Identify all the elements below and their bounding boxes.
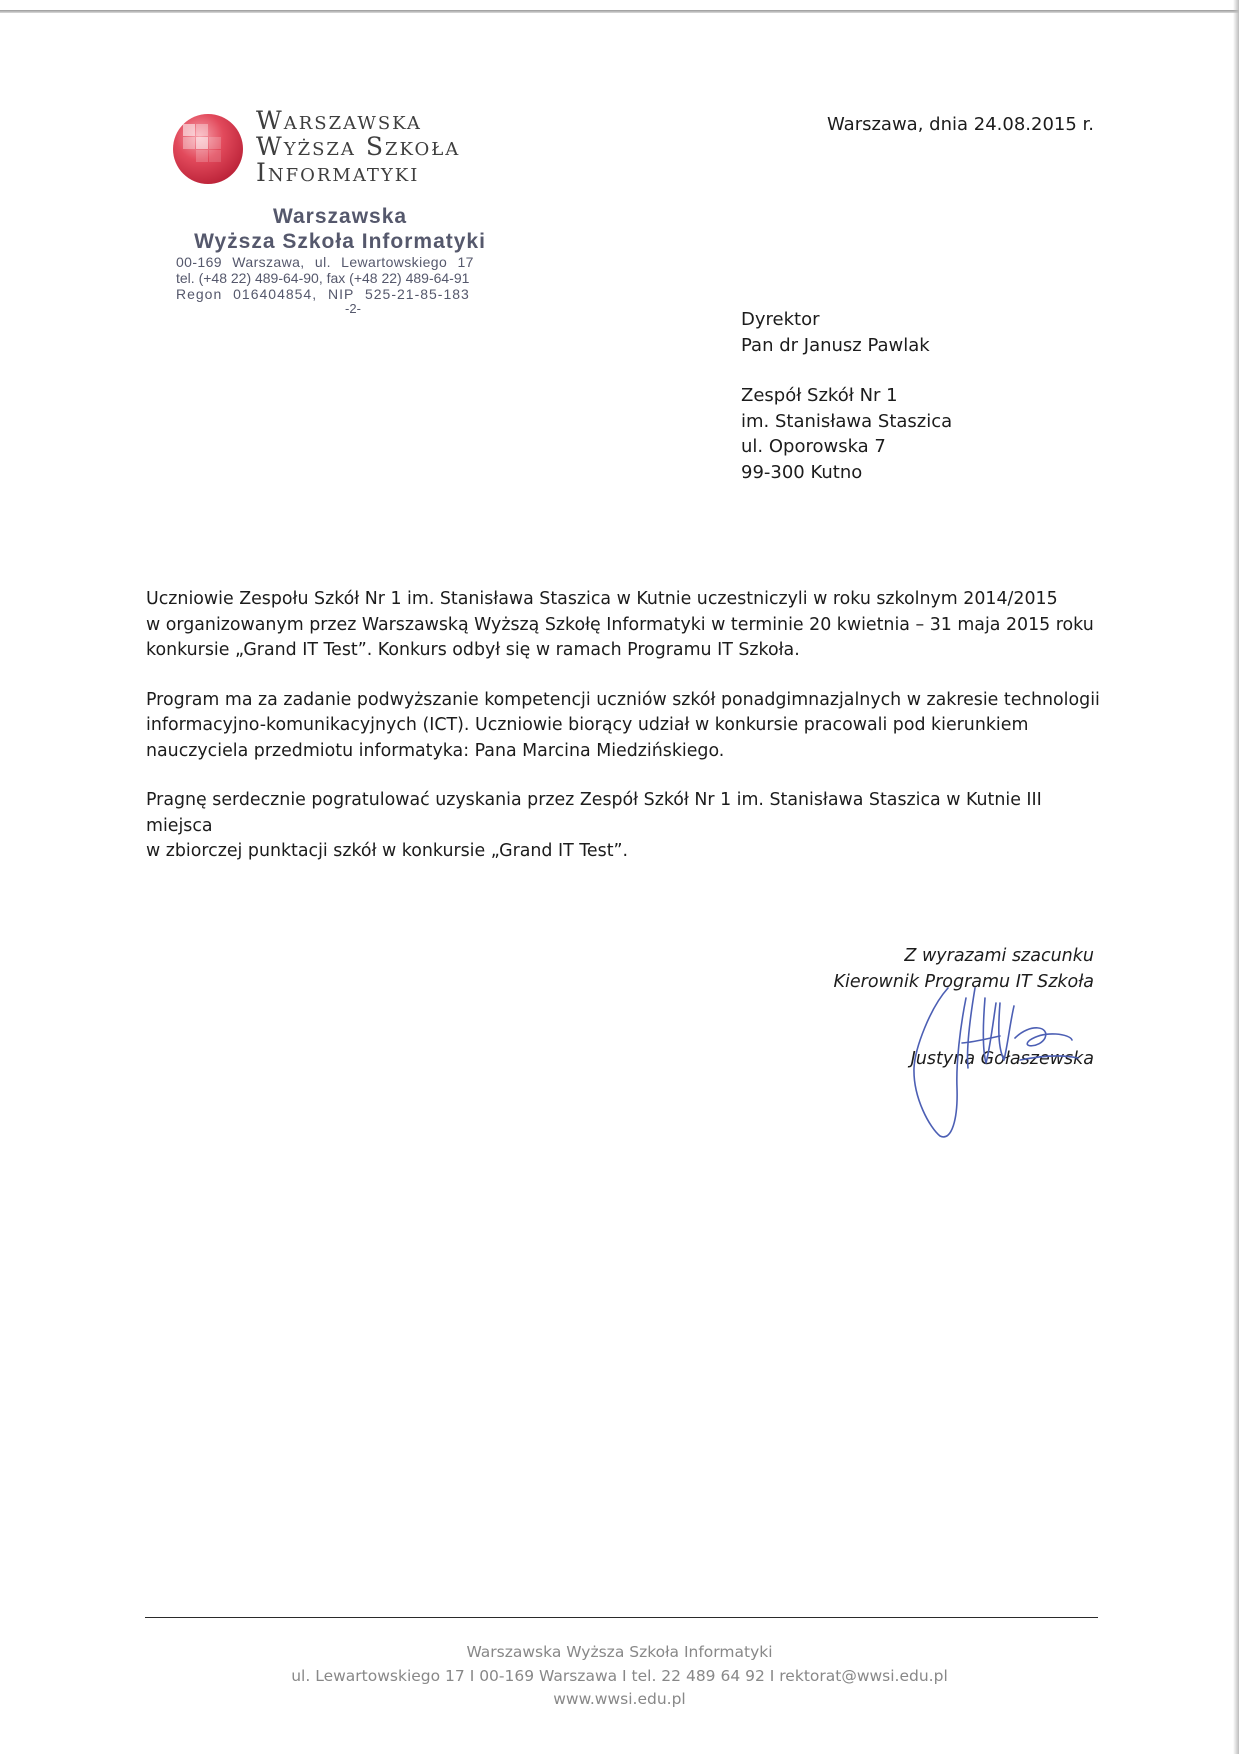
body-line: nauczyciela przedmiotu informatyka: Pana Marcina Miedzińskiego. [146, 740, 725, 761]
stamp-page-mark: -2- [345, 301, 361, 316]
footer-address: ul. Lewartowskiego 17 I 00-169 Warszawa I tel. 22 489 64 92 I rektorat@wwsi.edu.pl [291, 1666, 948, 1685]
body-paragraph-2 [146, 688, 1106, 765]
closing-regards: Z wyrazami szacunku [904, 946, 1094, 966]
scan-edge-right [1233, 0, 1239, 1754]
body-line: w organizowanym przez Warszawską Wyższą Szkołę Informatyki w terminie 20 kwietnia – 31 maja 2015 roku [146, 614, 1094, 635]
recipient-school: Zespół Szkół Nr 1 [741, 385, 898, 406]
letter-date: Warszawa, dnia 24.08.2015 r. [827, 114, 1094, 135]
recipient-street: ul. Oporowska 7 [741, 436, 886, 457]
stamp-line-2: Wyższa Szkoła Informatyki [194, 230, 486, 253]
institution-stamp [176, 204, 504, 315]
stamp-regon: Regon 016404854, NIP 525-21-85-183 [176, 286, 470, 302]
recipient-address [741, 307, 952, 485]
footer-org: Warszawska Wyższa Szkoła Informatyki [466, 1643, 773, 1661]
stamp-phone: tel. (+48 22) 489-64-90, fax (+48 22) 489-64-91 [176, 270, 470, 286]
body-line: Uczniowie Zespołu Szkół Nr 1 im. Stanisława Staszica w Kutnie uczestniczyli w roku szkolnym 2014/2015 [146, 589, 1058, 609]
logo-line-3: Informatyki [256, 158, 420, 187]
body-line: w zbiorczej punktacji szkół w konkursie „Grand IT Test”. [146, 841, 629, 861]
recipient-patron: im. Stanisława Staszica [741, 410, 953, 432]
body-paragraph-3 [146, 788, 1106, 865]
logo-wordmark [256, 108, 460, 186]
logo-line-1: Warszawska [256, 106, 422, 135]
footer-web: www.wwsi.edu.pl [553, 1690, 686, 1708]
handwritten-signature [900, 968, 1100, 1148]
body-paragraph-1 [146, 587, 1106, 664]
letter-footer [0, 1641, 1239, 1712]
closing-role: Kierownik Programu IT Szkoła [833, 971, 1094, 992]
footer-divider [145, 1617, 1098, 1618]
recipient-name: Pan dr Janusz Pawlak [741, 334, 930, 356]
recipient-title: Dyrektor [741, 309, 820, 330]
scan-edge-top [0, 10, 1239, 13]
letter-body [146, 587, 1106, 889]
closing-name: Justyna Gołaszewska [910, 1049, 1094, 1069]
stamp-address: 00-169 Warszawa, ul. Lewartowskiego 17 [176, 254, 474, 270]
body-line: konkursie „Grand IT Test”. Konkurs odbył się w ramach Programu IT Szkoła. [146, 640, 800, 660]
recipient-city: 99-300 Kutno [741, 461, 863, 483]
body-line: Pragnę serdecznie pogratulować uzyskania przez Zespół Szkół Nr 1 im. Stanisława Staszica w Kutnie III miejsca [146, 790, 1042, 836]
stamp-line-1: Warszawska [272, 205, 408, 228]
body-line: informacyjno-komunikacyjnych (ICT). Uczniowie biorący udział w konkursie pracowali pod kierunkiem [146, 715, 1029, 735]
body-line: Program ma za zadanie podwyższanie kompetencji uczniów szkół ponadgimnazjalnych w zakresie technologii [146, 689, 1100, 710]
university-logo-icon [173, 114, 243, 184]
logo-line-2: Wyższa Szkoła [256, 132, 461, 161]
